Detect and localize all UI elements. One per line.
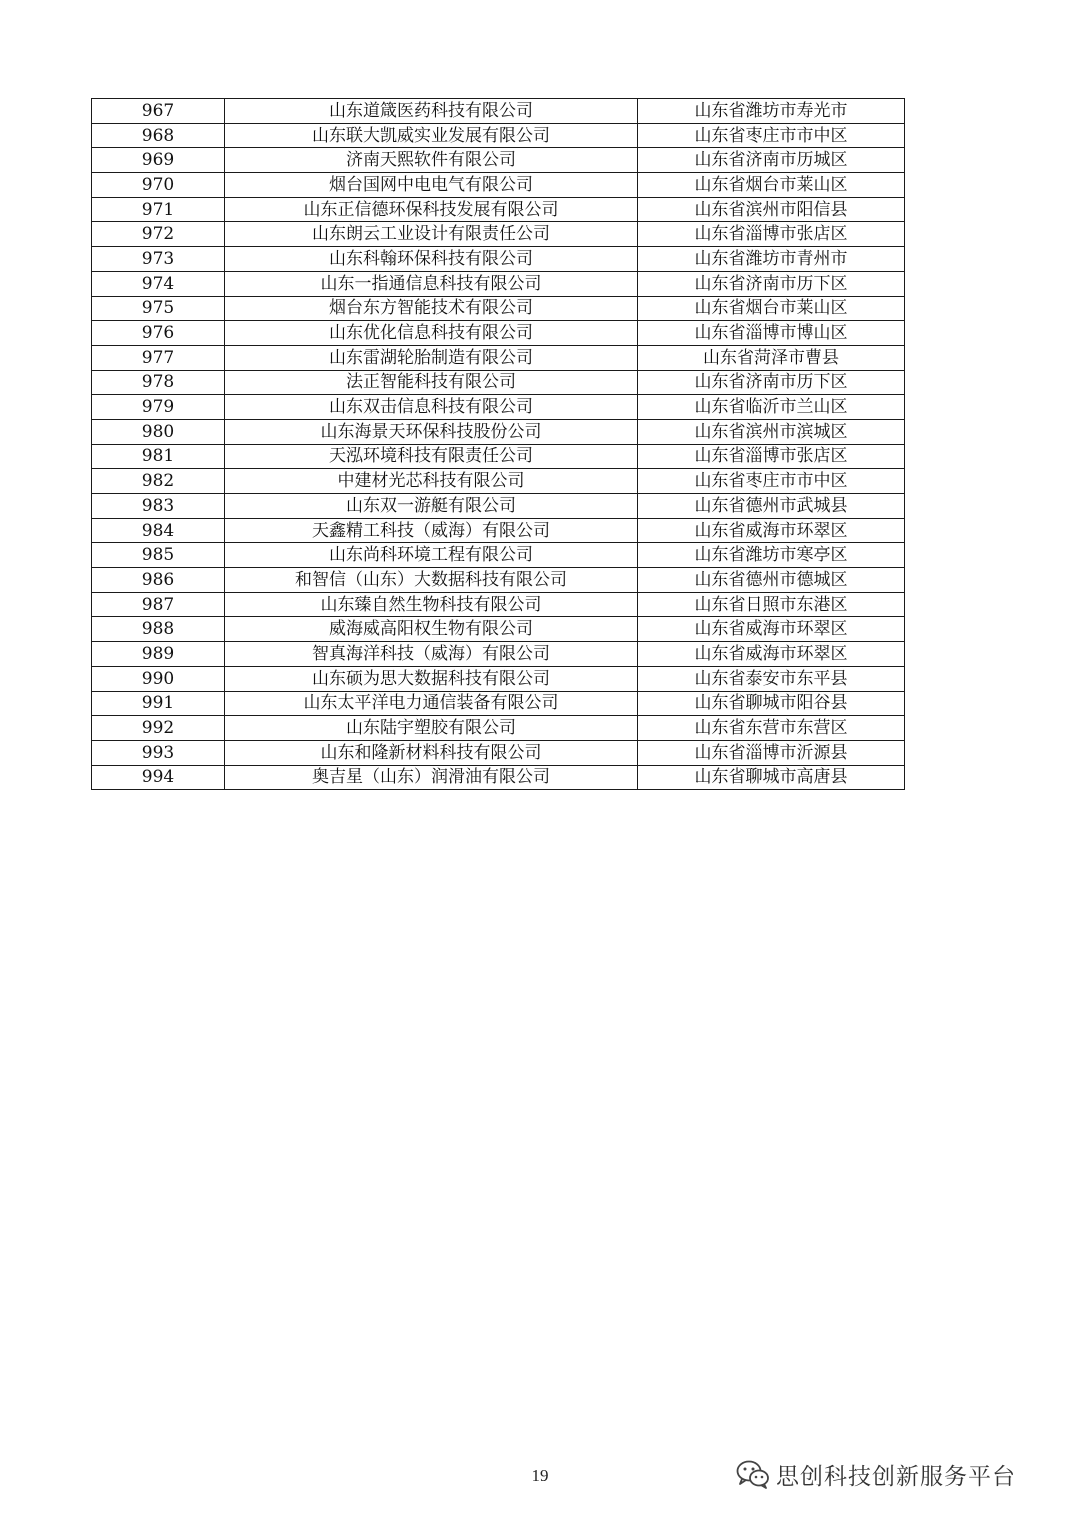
row-number: 973 [92, 247, 225, 272]
table-row [92, 568, 905, 593]
company-name: 山东海景天环保科技股份公司 [225, 419, 638, 444]
table-row [92, 765, 905, 790]
company-name: 济南天熙软件有限公司 [225, 148, 638, 173]
company-location: 山东省聊城市阳谷县 [638, 691, 905, 716]
company-location: 山东省德州市武城县 [638, 494, 905, 519]
company-name: 山东朗云工业设计有限责任公司 [225, 222, 638, 247]
row-number: 984 [92, 518, 225, 543]
table-row [92, 444, 905, 469]
company-location: 山东省淄博市张店区 [638, 222, 905, 247]
table-row [92, 370, 905, 395]
row-number: 993 [92, 740, 225, 765]
company-location: 山东省济南市历下区 [638, 271, 905, 296]
company-location: 山东省潍坊市青州市 [638, 247, 905, 272]
row-number: 976 [92, 321, 225, 346]
company-location: 山东省滨州市阳信县 [638, 197, 905, 222]
row-number: 980 [92, 419, 225, 444]
watermark-text: 思创科技创新服务平台 [776, 1463, 1016, 1490]
row-number: 988 [92, 617, 225, 642]
company-name: 烟台东方智能技术有限公司 [225, 296, 638, 321]
company-name: 山东硕为思大数据科技有限公司 [225, 666, 638, 691]
row-number: 981 [92, 444, 225, 469]
company-location: 山东省潍坊市寒亭区 [638, 543, 905, 568]
company-name: 中建材光芯科技有限公司 [225, 469, 638, 494]
table-row [92, 345, 905, 370]
row-number: 968 [92, 123, 225, 148]
company-location: 山东省德州市德城区 [638, 568, 905, 593]
row-number: 982 [92, 469, 225, 494]
company-location: 山东省聊城市高唐县 [638, 765, 905, 790]
page-number: 19 [531, 1466, 549, 1485]
row-number: 994 [92, 765, 225, 790]
company-location: 山东省济南市历城区 [638, 148, 905, 173]
table-row [92, 123, 905, 148]
row-number: 989 [92, 642, 225, 667]
table-row [92, 395, 905, 420]
row-number: 979 [92, 395, 225, 420]
company-location: 山东省威海市环翠区 [638, 617, 905, 642]
company-location: 山东省枣庄市市中区 [638, 123, 905, 148]
company-name: 山东一指通信息科技有限公司 [225, 271, 638, 296]
table-row [92, 222, 905, 247]
company-location: 山东省泰安市东平县 [638, 666, 905, 691]
company-name: 山东科翰环保科技有限公司 [225, 247, 638, 272]
table-row [92, 666, 905, 691]
row-number: 983 [92, 494, 225, 519]
company-name: 智真海洋科技（威海）有限公司 [225, 642, 638, 667]
company-location: 山东省济南市历下区 [638, 370, 905, 395]
table-row [92, 419, 905, 444]
company-name: 山东双一游艇有限公司 [225, 494, 638, 519]
row-number: 990 [92, 666, 225, 691]
row-number: 978 [92, 370, 225, 395]
table-row [92, 740, 905, 765]
table-row [92, 543, 905, 568]
row-number: 969 [92, 148, 225, 173]
company-name: 山东联大凯威实业发展有限公司 [225, 123, 638, 148]
table-body [92, 99, 905, 790]
company-name: 奥吉星（山东）润滑油有限公司 [225, 765, 638, 790]
row-number: 971 [92, 197, 225, 222]
row-number: 977 [92, 345, 225, 370]
company-location: 山东省烟台市莱山区 [638, 173, 905, 198]
company-name: 威海威高阳权生物有限公司 [225, 617, 638, 642]
company-name: 烟台国网中电电气有限公司 [225, 173, 638, 198]
table-row [92, 296, 905, 321]
company-location: 山东省烟台市莱山区 [638, 296, 905, 321]
company-name: 山东道箴医药科技有限公司 [225, 99, 638, 124]
company-location: 山东省临沂市兰山区 [638, 395, 905, 420]
row-number: 975 [92, 296, 225, 321]
company-name: 山东和隆新材料科技有限公司 [225, 740, 638, 765]
company-name: 山东臻自然生物科技有限公司 [225, 592, 638, 617]
table-row [92, 173, 905, 198]
table-row [92, 617, 905, 642]
company-location: 山东省枣庄市市中区 [638, 469, 905, 494]
company-location: 山东省潍坊市寿光市 [638, 99, 905, 124]
company-name: 和智信（山东）大数据科技有限公司 [225, 568, 638, 593]
row-number: 974 [92, 271, 225, 296]
row-number: 985 [92, 543, 225, 568]
company-name: 山东优化信息科技有限公司 [225, 321, 638, 346]
company-location: 山东省淄博市博山区 [638, 321, 905, 346]
table-row [92, 592, 905, 617]
table-row [92, 271, 905, 296]
table-row [92, 197, 905, 222]
company-name: 法正智能科技有限公司 [225, 370, 638, 395]
company-name: 天鑫精工科技（威海）有限公司 [225, 518, 638, 543]
row-number: 972 [92, 222, 225, 247]
row-number: 967 [92, 99, 225, 124]
company-location: 山东省东营市东营区 [638, 716, 905, 741]
table-row [92, 494, 905, 519]
table-row [92, 691, 905, 716]
company-name: 天泓环境科技有限责任公司 [225, 444, 638, 469]
table-row [92, 518, 905, 543]
row-number: 987 [92, 592, 225, 617]
company-location: 山东省滨州市滨城区 [638, 419, 905, 444]
table-row [92, 148, 905, 173]
table-row [92, 469, 905, 494]
table-row [92, 321, 905, 346]
table-row [92, 247, 905, 272]
company-location: 山东省日照市东港区 [638, 592, 905, 617]
company-location: 山东省菏泽市曹县 [638, 345, 905, 370]
company-name: 山东正信德环保科技发展有限公司 [225, 197, 638, 222]
company-name: 山东尚科环境工程有限公司 [225, 543, 638, 568]
company-name: 山东雷湖轮胎制造有限公司 [225, 345, 638, 370]
table-row [92, 99, 905, 124]
company-name: 山东太平洋电力通信装备有限公司 [225, 691, 638, 716]
company-location: 山东省威海市环翠区 [638, 642, 905, 667]
table-row [92, 716, 905, 741]
company-name: 山东双击信息科技有限公司 [225, 395, 638, 420]
row-number: 991 [92, 691, 225, 716]
row-number: 992 [92, 716, 225, 741]
table-row [92, 642, 905, 667]
row-number: 970 [92, 173, 225, 198]
company-list-table [91, 98, 905, 790]
wechat-icon [736, 1459, 770, 1489]
company-name: 山东陆宇塑胶有限公司 [225, 716, 638, 741]
company-location: 山东省淄博市张店区 [638, 444, 905, 469]
row-number: 986 [92, 568, 225, 593]
watermark [736, 1456, 1016, 1492]
company-location: 山东省淄博市沂源县 [638, 740, 905, 765]
company-location: 山东省威海市环翠区 [638, 518, 905, 543]
